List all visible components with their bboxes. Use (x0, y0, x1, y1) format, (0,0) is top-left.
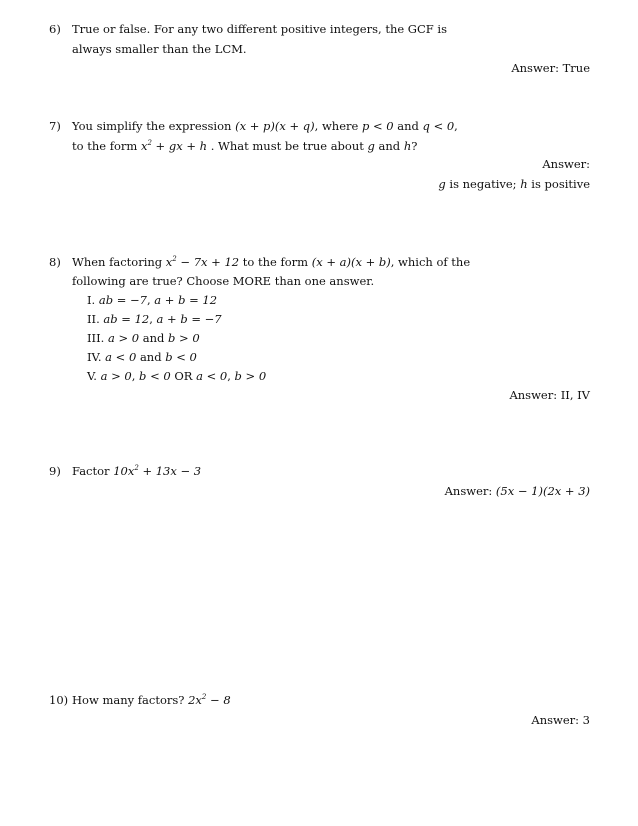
math-condition: a + b = −7 (156, 312, 222, 326)
math-term: x (140, 139, 148, 153)
text: , which of the (390, 255, 471, 269)
option-5 (87, 369, 266, 383)
text: and (142, 331, 165, 345)
question-line (72, 255, 470, 269)
text: to the form (242, 255, 309, 269)
question-line: always smaller than the LCM. (72, 42, 247, 56)
exponent: 2 (172, 255, 177, 263)
question-line (72, 119, 458, 133)
text: and (139, 350, 162, 364)
math-condition: a > 0 (100, 369, 132, 383)
question-line (72, 693, 231, 707)
text: , (146, 293, 151, 307)
text: . What must be true about (210, 139, 364, 153)
question-line: following are true? Choose MORE than one answer. (72, 274, 375, 288)
math-term: x (165, 255, 173, 269)
math-term: + 13x − 3 (138, 464, 202, 478)
option-label: IV. (87, 350, 102, 364)
math-variable: g (367, 139, 375, 153)
text: is negative; (449, 177, 517, 191)
option-2 (87, 312, 222, 326)
option-3 (87, 331, 200, 345)
math-condition: b > 0 (168, 331, 200, 345)
question-line (72, 139, 417, 153)
math-condition: a < 0 (196, 369, 228, 383)
math-variable: h (403, 139, 412, 153)
option-4 (87, 350, 197, 364)
option-label: II. (87, 312, 100, 326)
math-expression: (x + a)(x + b) (311, 255, 391, 269)
text: How many factors? (72, 693, 185, 707)
math-condition: q < 0 (422, 119, 455, 133)
problem-number: 7) (49, 119, 61, 133)
math-condition: p < 0 (361, 119, 394, 133)
option-1 (87, 293, 217, 307)
math-term: + gx + h (151, 139, 208, 153)
question-line: True or false. For any two different positive integers, the GCF is (72, 22, 448, 36)
text: When factoring (72, 255, 163, 269)
math-variable: g (438, 177, 446, 191)
math-condition: a < 0 (105, 350, 137, 364)
exponent: 2 (147, 139, 152, 147)
answer (445, 484, 590, 498)
exponent: 2 (201, 693, 207, 701)
text: , (454, 119, 458, 133)
math-condition: ab = −7 (98, 293, 147, 307)
text: , (149, 312, 153, 326)
option-label: I. (87, 293, 96, 307)
answer (438, 177, 590, 191)
text: , (227, 369, 231, 383)
math-condition: b < 0 (139, 369, 171, 383)
text: ? (411, 139, 418, 153)
math-term: − 8 (206, 693, 231, 707)
answer-label: Answer: (542, 157, 590, 171)
math-expression: (x + p)(x + q) (235, 119, 315, 133)
math-condition: a > 0 (107, 331, 140, 345)
text: Factor (72, 464, 110, 478)
math-expression: (5x − 1)(2x + 3) (495, 484, 590, 498)
math-expression (141, 139, 207, 153)
math-term: 10x (113, 464, 135, 478)
text: and (378, 139, 401, 153)
answer: Answer: 3 (531, 713, 590, 727)
problem-number: 8) (49, 255, 61, 269)
problem-number: 10) (49, 693, 69, 707)
math-variable: h (520, 177, 528, 191)
answer: Answer: II, IV (509, 388, 590, 402)
problem-number: 9) (49, 464, 61, 478)
math-condition: a + b = 12 (154, 293, 218, 307)
math-term: − 7x + 12 (176, 255, 240, 269)
math-condition: b > 0 (234, 369, 267, 383)
text: OR (174, 369, 193, 383)
option-label: V. (87, 369, 97, 383)
text: to the form (72, 139, 138, 153)
math-condition: ab = 12 (103, 312, 150, 326)
math-expression (166, 255, 239, 269)
text: and (397, 119, 419, 133)
math-expression (113, 464, 201, 478)
text: , (131, 369, 136, 383)
text: You simplify the expression (72, 119, 232, 133)
problem-number: 6) (49, 22, 61, 36)
answer: Answer: True (511, 61, 590, 75)
text: , where (314, 119, 359, 133)
exponent: 2 (134, 464, 139, 472)
answer-label: Answer: (444, 484, 493, 498)
question-line (72, 464, 201, 478)
text: is positive (531, 177, 590, 191)
math-expression (188, 693, 231, 707)
option-label: III. (87, 331, 105, 345)
math-condition: b < 0 (165, 350, 197, 364)
math-term: 2x (188, 693, 202, 707)
